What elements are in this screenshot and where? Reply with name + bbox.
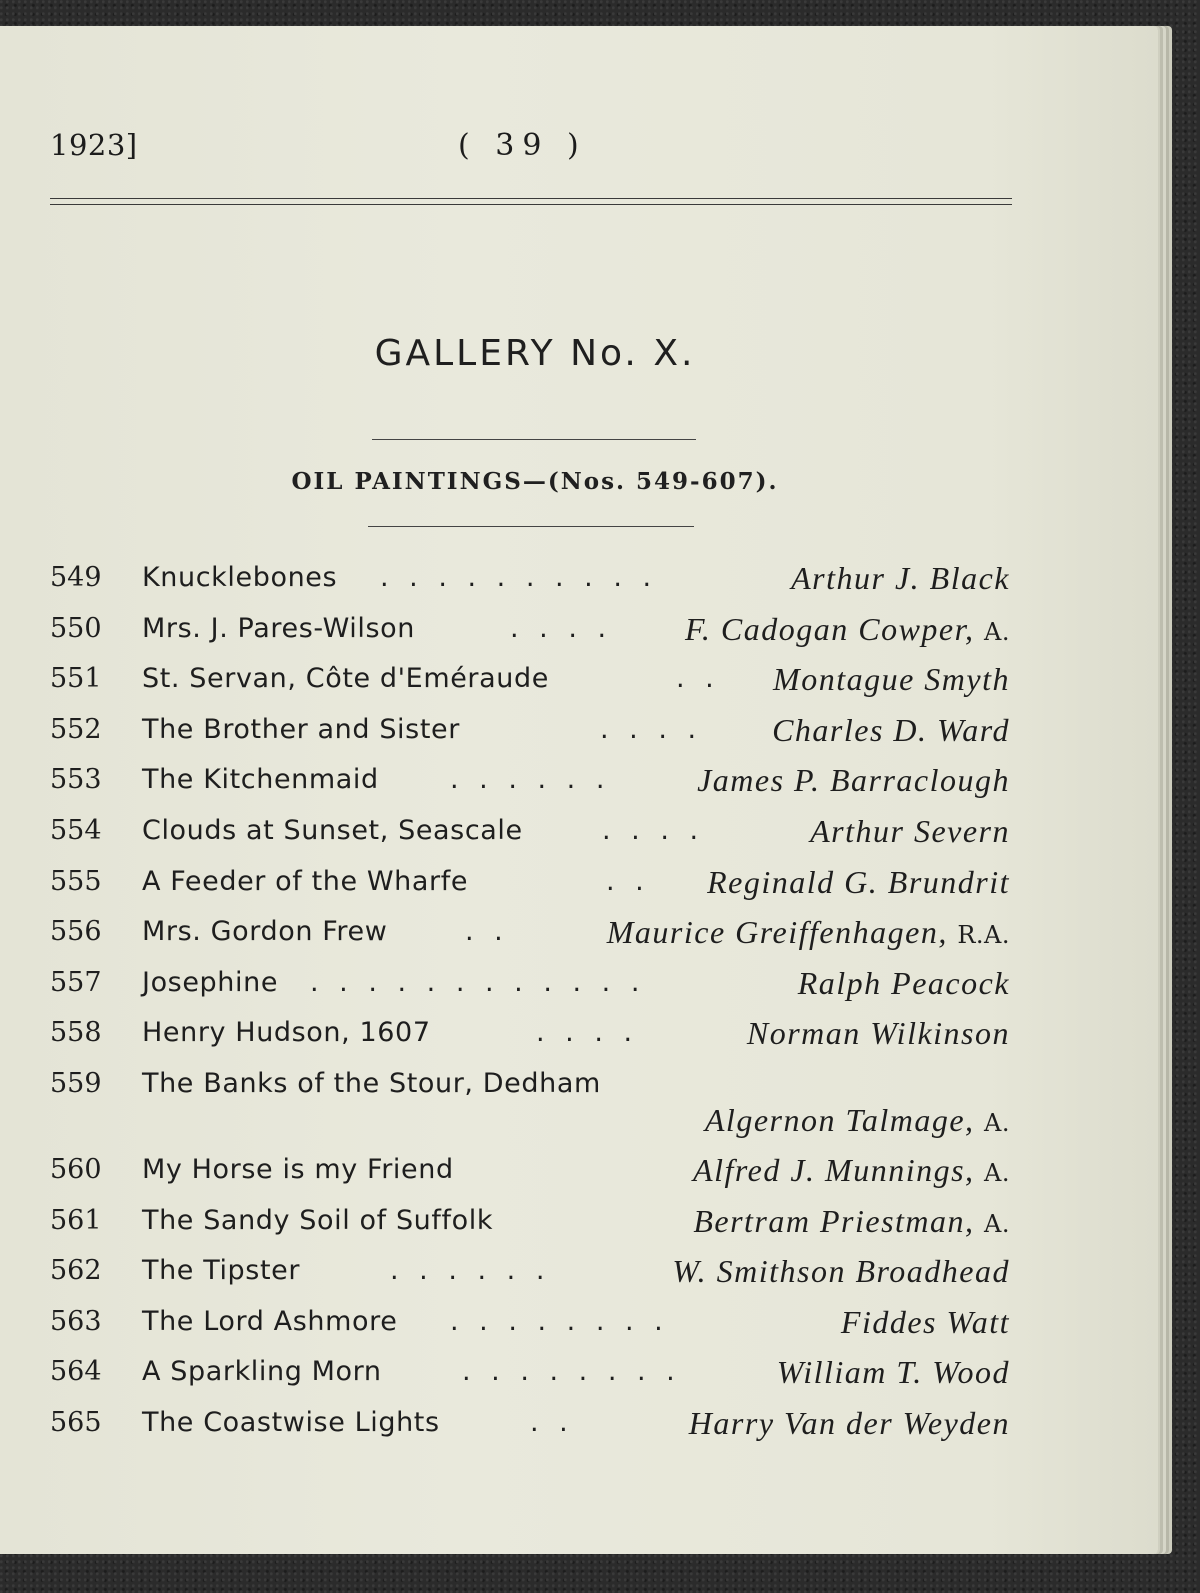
entry-number: 565 [50,1406,102,1438]
entry-artist [693,1203,1010,1240]
entry-number: 560 [50,1153,102,1185]
catalogue-entry [50,864,1010,915]
entry-artist [689,1405,1010,1442]
entry-artist [791,560,1010,597]
artist-name: Montague Smyth [773,661,1010,698]
header-year: 1923] [50,128,138,162]
dot-leader: . . [465,916,509,948]
artist-name: Ralph Peacock [797,964,1010,1001]
catalogue-entry [50,1354,1010,1405]
dot-leader: . . . . . . [450,764,611,796]
dot-leader: . . . . . . . . [462,1356,681,1388]
artist-honour: A. [984,1158,1010,1187]
entry-artist [697,762,1010,799]
catalogue-entries [50,560,1010,1456]
dot-leader: . . [676,663,720,695]
catalogue-entry [50,1066,1010,1152]
dot-leader: . . . . [510,612,613,644]
artist-honour: A. [984,1108,1010,1137]
artist-name: Arthur Severn [810,812,1010,849]
entry-artist [777,1354,1010,1391]
entry-artist [693,1152,1010,1189]
dot-leader: . . . . . . . . . . . . [310,966,646,998]
catalogue-entry [50,1253,1010,1304]
artist-name: William T. Wood [776,1354,1010,1391]
entry-artist [707,864,1010,901]
entry-title: The Coastwise Lights [142,1406,440,1438]
entry-title: A Feeder of the Wharfe [142,865,469,897]
catalogue-entry [50,560,1010,611]
entry-artist [672,1253,1010,1290]
section-rule-bottom [368,526,694,527]
dot-leader: . . [530,1406,574,1438]
entry-title: The Sandy Soil of Suffolk [142,1204,494,1236]
dot-leader: . . . . [600,713,703,745]
catalogue-entry [50,1203,1010,1254]
entry-title: St. Servan, Côte d'Eméraude [142,663,549,695]
artist-name: Reginald G. Brundrit [707,863,1010,900]
entry-artist [747,1015,1010,1052]
entry-title: My Horse is my Friend [142,1153,454,1185]
artist-name: Charles D. Ward [772,711,1010,748]
entry-number: 562 [50,1255,102,1287]
catalogue-page [0,26,1158,1554]
dot-leader: . . . . [536,1017,639,1049]
artist-name: Bertram Priestman, [693,1202,975,1239]
catalogue-entry [50,762,1010,813]
artist-honour: A. [984,1209,1010,1238]
catalogue-entry [50,611,1010,662]
entry-artist [705,1102,1010,1139]
entry-title: The Brother and Sister [142,713,460,745]
page-header [50,128,1010,176]
section-heading: OIL PAINTINGS—(Nos. 549-607). [291,468,779,495]
artist-name: Algernon Talmage, [704,1101,975,1138]
entry-number: 552 [50,713,102,745]
entry-artist [841,1304,1010,1341]
entry-title: A Sparkling Morn [142,1356,382,1388]
entry-title: Knucklebones [142,562,338,593]
dot-leader: . . . . . . . . [450,1305,669,1337]
catalogue-entry [50,1015,1010,1066]
entry-number: 559 [50,1067,102,1099]
entry-number: 564 [50,1356,102,1388]
entry-title: Josephine [142,966,279,998]
entry-artist [772,712,1010,749]
entry-artist [773,661,1010,698]
entry-title: Mrs. J. Pares-Wilson [142,612,416,644]
dot-leader: . . . . . . . . . . [380,562,658,593]
entry-title: The Tipster [142,1255,301,1287]
artist-name: F. Cadogan Cowper, [684,610,975,647]
entry-number: 563 [50,1305,102,1337]
artist-name: Arthur J. Black [791,560,1010,596]
artist-name: James P. Barraclough [697,762,1010,799]
page-number: ( 39 ) [458,128,587,163]
catalogue-entry [50,661,1010,712]
artist-honour: A. [984,617,1010,646]
catalogue-entry [50,1405,1010,1456]
entry-artist [798,965,1010,1002]
catalogue-entry [50,965,1010,1016]
entry-artist [685,611,1010,648]
entry-title: Mrs. Gordon Frew [142,916,388,948]
catalogue-entry [50,1304,1010,1355]
entry-artist [810,813,1010,850]
artist-name: Harry Van der Weyden [688,1404,1010,1441]
entry-number: 553 [50,764,102,796]
entry-title: The Kitchenmaid [142,764,379,796]
gallery-title: GALLERY No. X. [374,333,696,374]
entry-number: 561 [50,1204,102,1236]
entry-number: 556 [50,916,102,948]
artist-name: Fiddes Watt [840,1303,1010,1340]
catalogue-entry [50,1152,1010,1203]
artist-name: W. Smithson Broadhead [672,1253,1010,1290]
entry-number: 551 [50,663,102,695]
artist-honour: R.A. [957,921,1010,950]
entry-number: 549 [50,562,102,593]
artist-name: Norman Wilkinson [746,1015,1010,1052]
entry-title: The Lord Ashmore [142,1305,398,1337]
entry-title: The Banks of the Stour, Dedham [142,1067,601,1099]
dot-leader: . . [606,865,650,897]
catalogue-entry [50,813,1010,864]
artist-name: Maurice Greiffenhagen, [606,914,948,951]
entry-number: 550 [50,612,102,644]
section-rule-top [372,439,696,440]
entry-title: Henry Hudson, 1607 [142,1017,431,1049]
catalogue-entry [50,712,1010,763]
dot-leader: . . . . [602,814,705,846]
entry-number: 558 [50,1017,102,1049]
header-double-rule [50,198,1012,205]
dot-leader: . . . . . . [390,1255,551,1287]
entry-artist [607,914,1010,951]
entry-title: Clouds at Sunset, Seascale [142,814,523,846]
entry-number: 554 [50,814,102,846]
entry-number: 555 [50,865,102,897]
artist-name: Alfred J. Munnings, [693,1151,975,1188]
entry-number: 557 [50,966,102,998]
catalogue-entry [50,914,1010,965]
